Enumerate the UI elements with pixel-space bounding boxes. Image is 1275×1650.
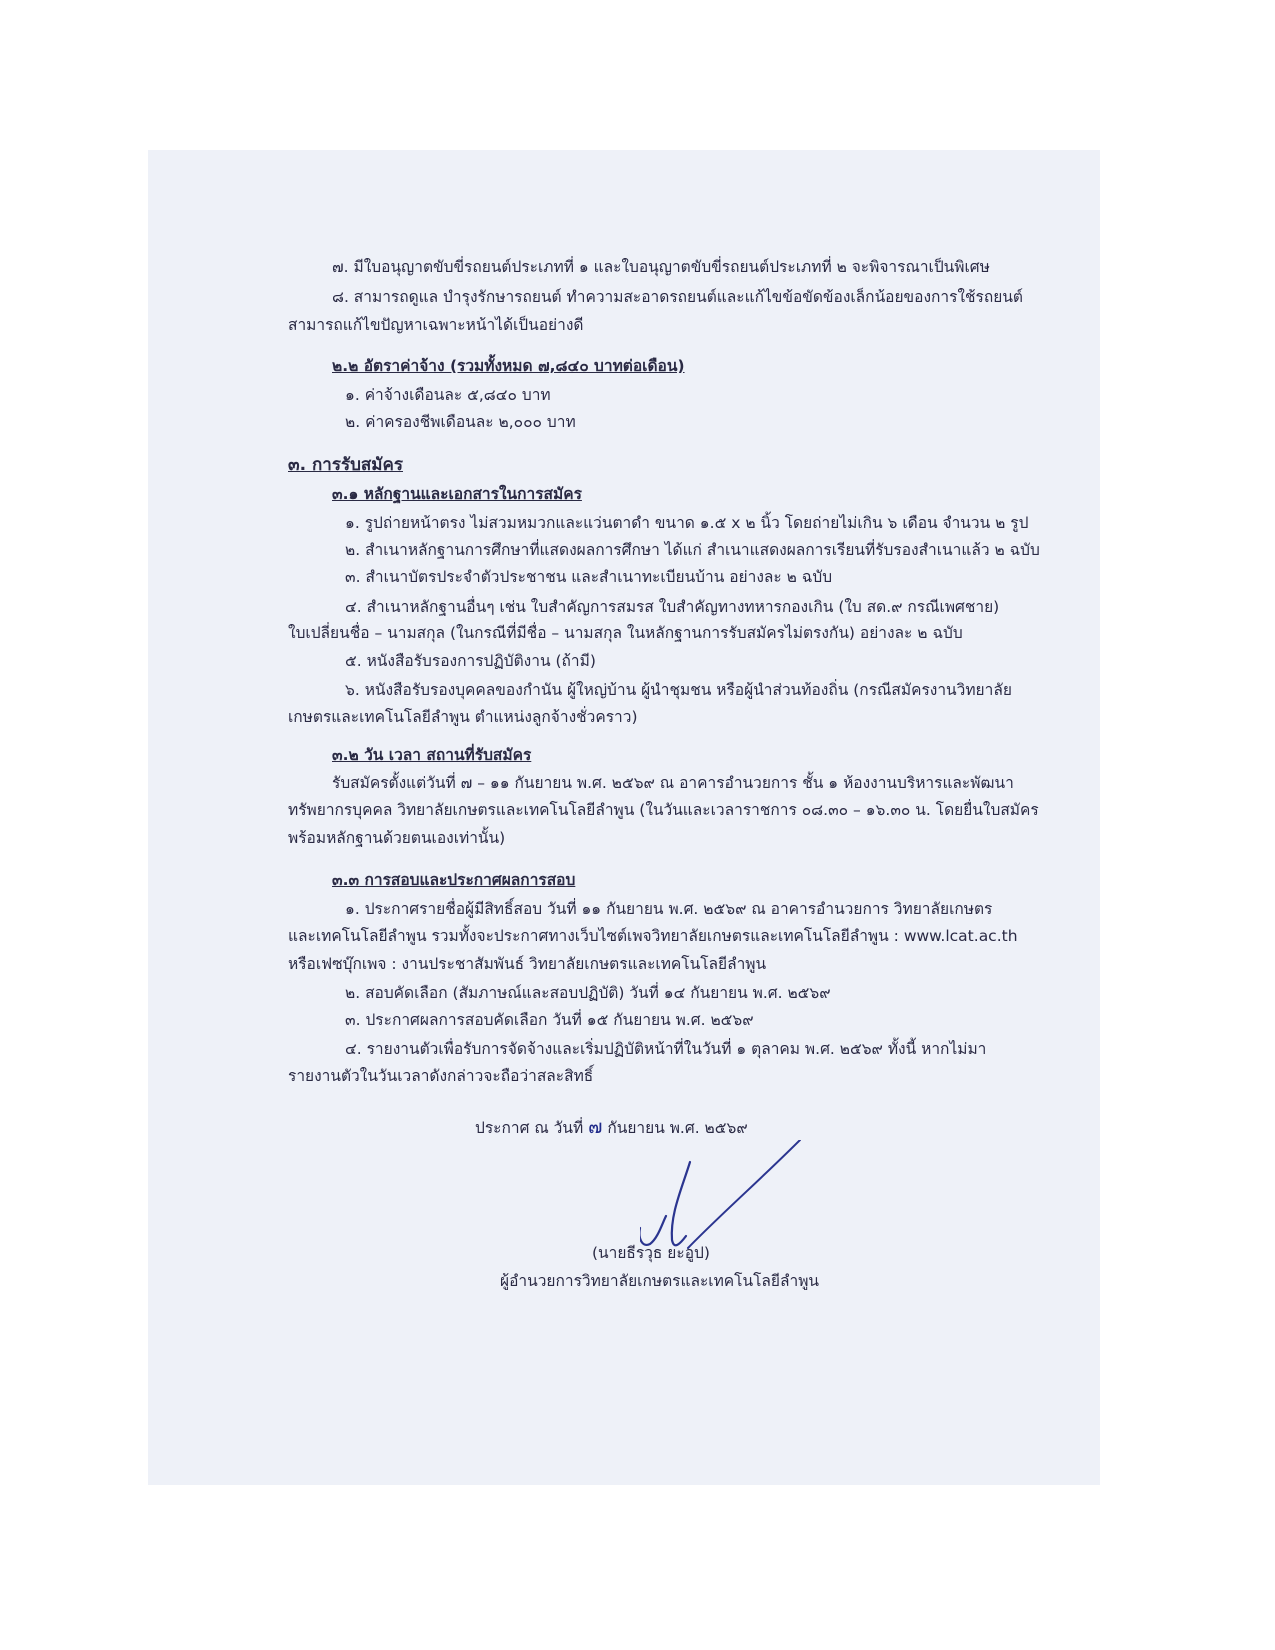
document-1: ๑. รูปถ่ายหน้าตรง ไม่สวมหมวกและแว่นตาดำ ขนาด ๑.๕ x ๒ นิ้ว โดยถ่ายไม่เกิน ๖ เดือน จำนวน ๒ รูป — [345, 514, 1029, 532]
announcement-prefix: ประกาศ ณ วันที่ — [475, 1119, 584, 1137]
announcement-date — [475, 1112, 748, 1142]
announcement-month-year: กันยายน พ.ศ. ๒๕๖๙ — [607, 1119, 748, 1137]
schedule-line-1: รับสมัครตั้งแต่วันที่ ๗ – ๑๑ กันยายน พ.ศ. ๒๕๖๙ ณ อาคารอำนวยการ ชั้น ๑ ห้องงานบริหารและพัฒนา — [332, 774, 1014, 792]
documents-heading: ๓.๑ หลักฐานและเอกสารในการสมัคร — [332, 485, 582, 503]
document-6-line-1: ๖. หนังสือรับรองบุคคลของกำนัน ผู้ใหญ่บ้าน ผู้นำชุมชน หรือผู้นำส่วนท้องถิ่น (กรณีสมัครงานวิทยาลัย — [345, 681, 1012, 699]
exam-heading: ๓.๓ การสอบและประกาศผลการสอบ — [332, 871, 576, 889]
signatory-position: ผู้อำนวยการวิทยาลัยเกษตรและเทคโนโลยีลำพูน — [500, 1272, 820, 1290]
application-heading: ๓. การรับสมัคร — [288, 455, 403, 475]
signatory-name: (นายธีรวุธ ยะอูป) — [592, 1244, 710, 1262]
schedule-line-2: ทรัพยากรบุคคล วิทยาลัยเกษตรและเทคโนโลยีลำพูน (ในวันและเวลาราชการ ๐๘.๓๐ – ๑๖.๓๐ น. โดยยื่นใบสมัคร — [288, 801, 1039, 819]
exam-1-line-3: หรือเฟซบุ๊กเพจ : งานประชาสัมพันธ์ วิทยาลัยเกษตรและเทคโนโลยีลำพูน — [288, 955, 767, 973]
exam-1-line-1: ๑. ประกาศรายชื่อผู้มีสิทธิ์สอบ วันที่ ๑๑ กันยายน พ.ศ. ๒๕๖๙ ณ อาคารอำนวยการ วิทยาลัยเกษตร — [345, 900, 993, 918]
qualification-7: ๗. มีใบอนุญาตขับขี่รถยนต์ประเภทที่ ๑ และใบอนุญาตขับขี่รถยนต์ประเภทที่ ๒ จะพิจารณาเป็นพิเศษ — [332, 258, 990, 276]
exam-2: ๒. สอบคัดเลือก (สัมภาษณ์และสอบปฏิบัติ) วันที่ ๑๔ กันยายน พ.ศ. ๒๕๖๙ — [345, 984, 831, 1002]
schedule-line-3: พร้อมหลักฐานด้วยตนเองเท่านั้น) — [288, 829, 506, 847]
wage-item-2: ๒. ค่าครองชีพเดือนละ ๒,๐๐๐ บาท — [345, 413, 576, 431]
exam-1-line-2: และเทคโนโลยีลำพูน รวมทั้งจะประกาศทางเว็บไซต์เพจวิทยาลัยเกษตรและเทคโนโลยีลำพูน : www.lcat.ac.th — [288, 927, 1018, 945]
document-4-line-2: ใบเปลี่ยนชื่อ – นามสกุล (ในกรณีที่มีชื่อ – นามสกุล ในหลักฐานการรับสมัครไม่ตรงกัน) อย่างละ ๒ ฉบับ — [288, 624, 963, 642]
exam-3: ๓. ประกาศผลการสอบคัดเลือก วันที่ ๑๕ กันยายน พ.ศ. ๒๕๖๙ — [345, 1011, 754, 1029]
schedule-heading: ๓.๒ วัน เวลา สถานที่รับสมัคร — [332, 746, 532, 764]
announcement-day: ๗ — [588, 1116, 603, 1138]
document-3: ๓. สำเนาบัตรประจำตัวประชาชน และสำเนาทะเบียนบ้าน อย่างละ ๒ ฉบับ — [345, 568, 833, 586]
qualification-8-line-2: สามารถแก้ไขปัญหาเฉพาะหน้าได้เป็นอย่างดี — [288, 316, 584, 334]
qualification-8-line-1: ๘. สามารถดูแล บำรุงรักษารถยนต์ ทำความสะอาดรถยนต์และแก้ไขข้อขัดข้องเล็กน้อยของการใช้รถยนต์ — [332, 288, 1023, 306]
document-5: ๕. หนังสือรับรองการปฏิบัติงาน (ถ้ามี) — [345, 652, 596, 670]
exam-4-line-2: รายงานตัวในวันเวลาดังกล่าวจะถือว่าสละสิทธิ์ — [288, 1067, 594, 1085]
wage-item-1: ๑. ค่าจ้างเดือนละ ๕,๘๔๐ บาท — [345, 386, 551, 404]
wage-heading: ๒.๒ อัตราค่าจ้าง (รวมทั้งหมด ๗,๘๔๐ บาทต่อเดือน) — [332, 357, 685, 375]
exam-4-line-1: ๔. รายงานตัวเพื่อรับการจัดจ้างและเริ่มปฏิบัติหน้าที่ในวันที่ ๑ ตุลาคม พ.ศ. ๒๕๖๙ ทั้งนี้ หากไม่มา — [345, 1040, 987, 1058]
document-4-line-1: ๔. สำเนาหลักฐานอื่นๆ เช่น ใบสำคัญการสมรส ใบสำคัญทางทหารกองเกิน (ใบ สด.๙ กรณีเพศชาย) — [345, 598, 1000, 616]
document-6-line-2: เกษตรและเทคโนโลยีลำพูน ตำแหน่งลูกจ้างชั่วคราว) — [288, 708, 638, 726]
document-2: ๒. สำเนาหลักฐานการศึกษาที่แสดงผลการศึกษา ได้แก่ สำเนาแสดงผลการเรียนที่รับรองสำเนาแล้ว ๒ ฉบับ — [345, 541, 1040, 559]
